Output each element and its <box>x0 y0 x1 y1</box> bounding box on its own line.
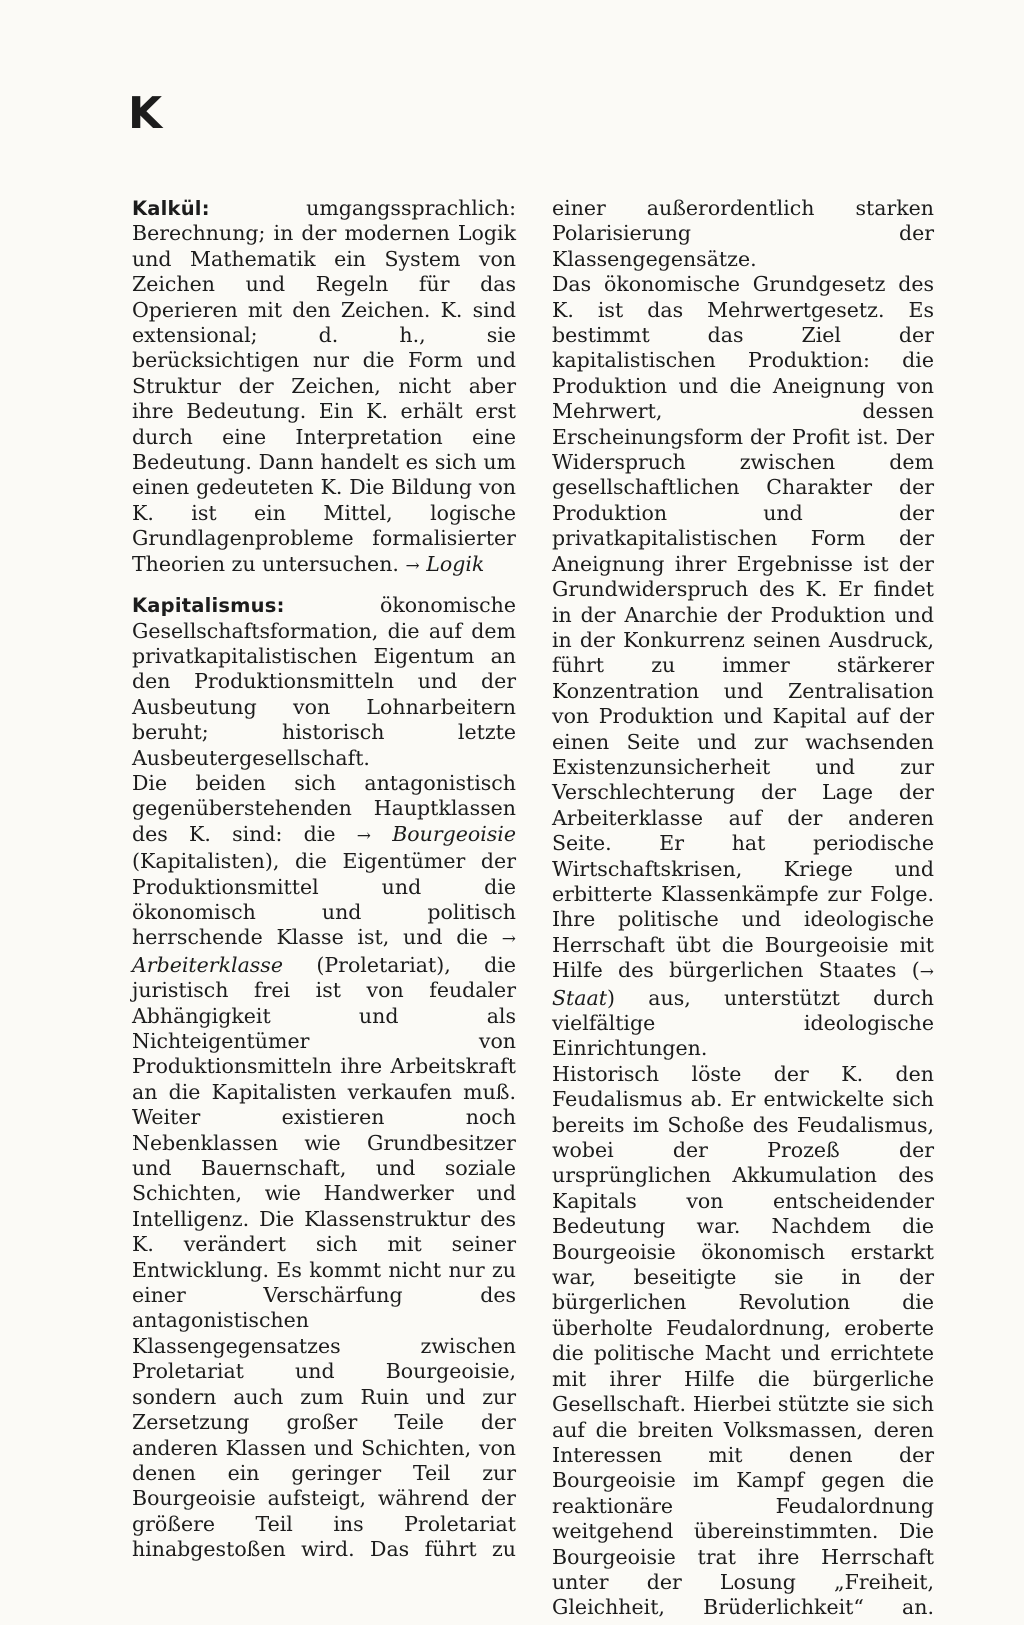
left-column <box>132 196 516 1563</box>
paragraph-hauptklassen <box>132 771 516 1563</box>
cross-reference-staat[interactable]: Staat <box>552 985 607 1010</box>
entry-term-kalkuel: Kalkül: <box>132 197 210 220</box>
entry-kapitalismus <box>132 593 516 771</box>
cross-reference-arrow-icon: → <box>919 962 934 983</box>
paragraph-text: (Proletariat), die juristisch frei ist von feudaler Abhängigkeit und als Nichteigentümer von Produktionsmitteln ihre Arbeitskraft an die Kapitalisten verkaufen muß. Weiter existieren noch Nebenklassen wie Grundbesitzer und Bauernschaft, und soziale Schichten, wie Handwerker und Intelligenz. Die Klassenstruktur des K. verändert sich mit seiner Entwicklung. Es kommt nicht nur zu einer Verschärfung des antagonistischen Klassengegensatzes zwischen Proletariat und Bourgeoisie, sondern auch zum Ruin und zur Zersetzung großer Teile der anderen Klassen und Schichten, von denen ein geringer Teil zur Bourgeoisie aufsteigt, während der größere Teil ins Proletariat hinabgestoßen wird. Das führt zu <box>132 952 516 1562</box>
cross-reference-arrow-icon: → <box>356 825 371 846</box>
paragraph-grundgesetz <box>552 272 934 1062</box>
paragraph-historisch: Historisch löste der K. den Feudalismus ab. Er entwickelte sich bereits im Schoße des Feudalismus, wobei der Prozeß der ursprünglichen Akkumulation des Kapitals von entscheidender Bedeutung war. Nachdem die Bourgeoisie ökonomisch erstarkt war, beseitigte sie in der bürgerlichen Revolution die überholte Feudalordnung, eroberte die politische Macht und errichtete mit ihrer Hilfe die bürgerliche Gesellschaft. Hierbei stützte sie sich auf die breiten Volksmassen, deren Interessen mit denen der Bourgeoisie im Kampf gegen die reaktionäre Feudalordnung weitgehend übereinstimmten. Die Bourgeoisie trat ihre Herrschaft unter der Losung „Freiheit, Gleichheit, Brüderlichkeit“ an. <box>552 1061 934 1620</box>
section-letter: K <box>128 88 162 139</box>
cross-reference-logik[interactable]: Logik <box>426 551 485 576</box>
paragraph-text: ) aus, unterstützt durch vielfältige ideologische Einrichtungen. <box>552 985 934 1061</box>
paragraph-text: (Kapitalisten), die Eigentümer der Produktionsmittel und die ökonomisch und politisch herrschende Klasse ist, und die <box>132 849 516 950</box>
paragraph-text: Die beiden sich antagonistisch gegenüberstehenden Hauptklassen des K. sind: die <box>132 770 516 846</box>
entry-text-kapitalismus-p1: ökonomische Gesellschaftsformation, die auf dem privatkapitalistischen Eigentum an den Produktionsmitteln und der Ausbeutung von Lohnarbeitern beruht; historisch letzte Ausbeutergesellschaft. <box>132 593 516 770</box>
right-column <box>552 196 934 1621</box>
cross-reference-arrow-icon: → <box>501 929 516 950</box>
entry-text-kalkuel: umgangssprachlich: Berechnung; in der modernen Logik und Mathematik ein System von Zeichen und Regeln für das Operieren mit den Zeichen. K. sind extensional; d. h., sie berücksichtigen nur die Form und Struktur der Zeichen, nicht aber ihre Bedeutung. Ein K. erhält erst durch eine Interpretation eine Bedeutung. Dann handelt es sich um einen gedeuteten K. Die Bildung von K. ist ein Mittel, logische Grundlagenprobleme formalisierter Theorien zu untersuchen. <box>132 196 516 576</box>
paragraph-polarisierung: einer außerordentlich starken Polarisierung der Klassengegensätze. <box>552 196 934 271</box>
entry-kalkuel <box>132 196 516 579</box>
paragraph-text: Das ökonomische Grundgesetz des K. ist das Mehrwertgesetz. Es bestimmt das Ziel der kapitalistischen Produktion: die Produktion und die Aneignung von Mehrwert, dessen Erscheinungsform der Profit ist. Der Widerspruch zwischen dem gesellschaftlichen Charakter der Produktion und der privatkapitalistischen Form der Aneignung ihrer Ergebnisse ist der Grundwiderspruch des K. Er findet in der Anarchie der Produktion und in der Konkurrenz seinen Ausdruck, führt zu immer stärkerer Konzentration und Zentralisation von Produktion und Kapital auf der einen Seite und zur wachsenden Existenzunsicherheit und zur Verschlechterung der Lage der Arbeiterklasse auf der anderen Seite. Er hat periodische Wirtschaftskrisen, Kriege und erbitterte Klassenkämpfe zur Folge. Ihre politische und ideologische Herrschaft übt die Bourgeoisie mit Hilfe des bürgerlichen Staates ( <box>552 272 934 983</box>
entry-term-kapitalismus: Kapitalismus: <box>132 594 285 618</box>
cross-reference-bourgeoisie[interactable]: Bourgeoisie <box>392 821 516 846</box>
cross-reference-arrow-icon: → <box>405 555 420 576</box>
cross-reference-arbeiterklasse[interactable]: Arbeiterklasse <box>132 952 283 977</box>
